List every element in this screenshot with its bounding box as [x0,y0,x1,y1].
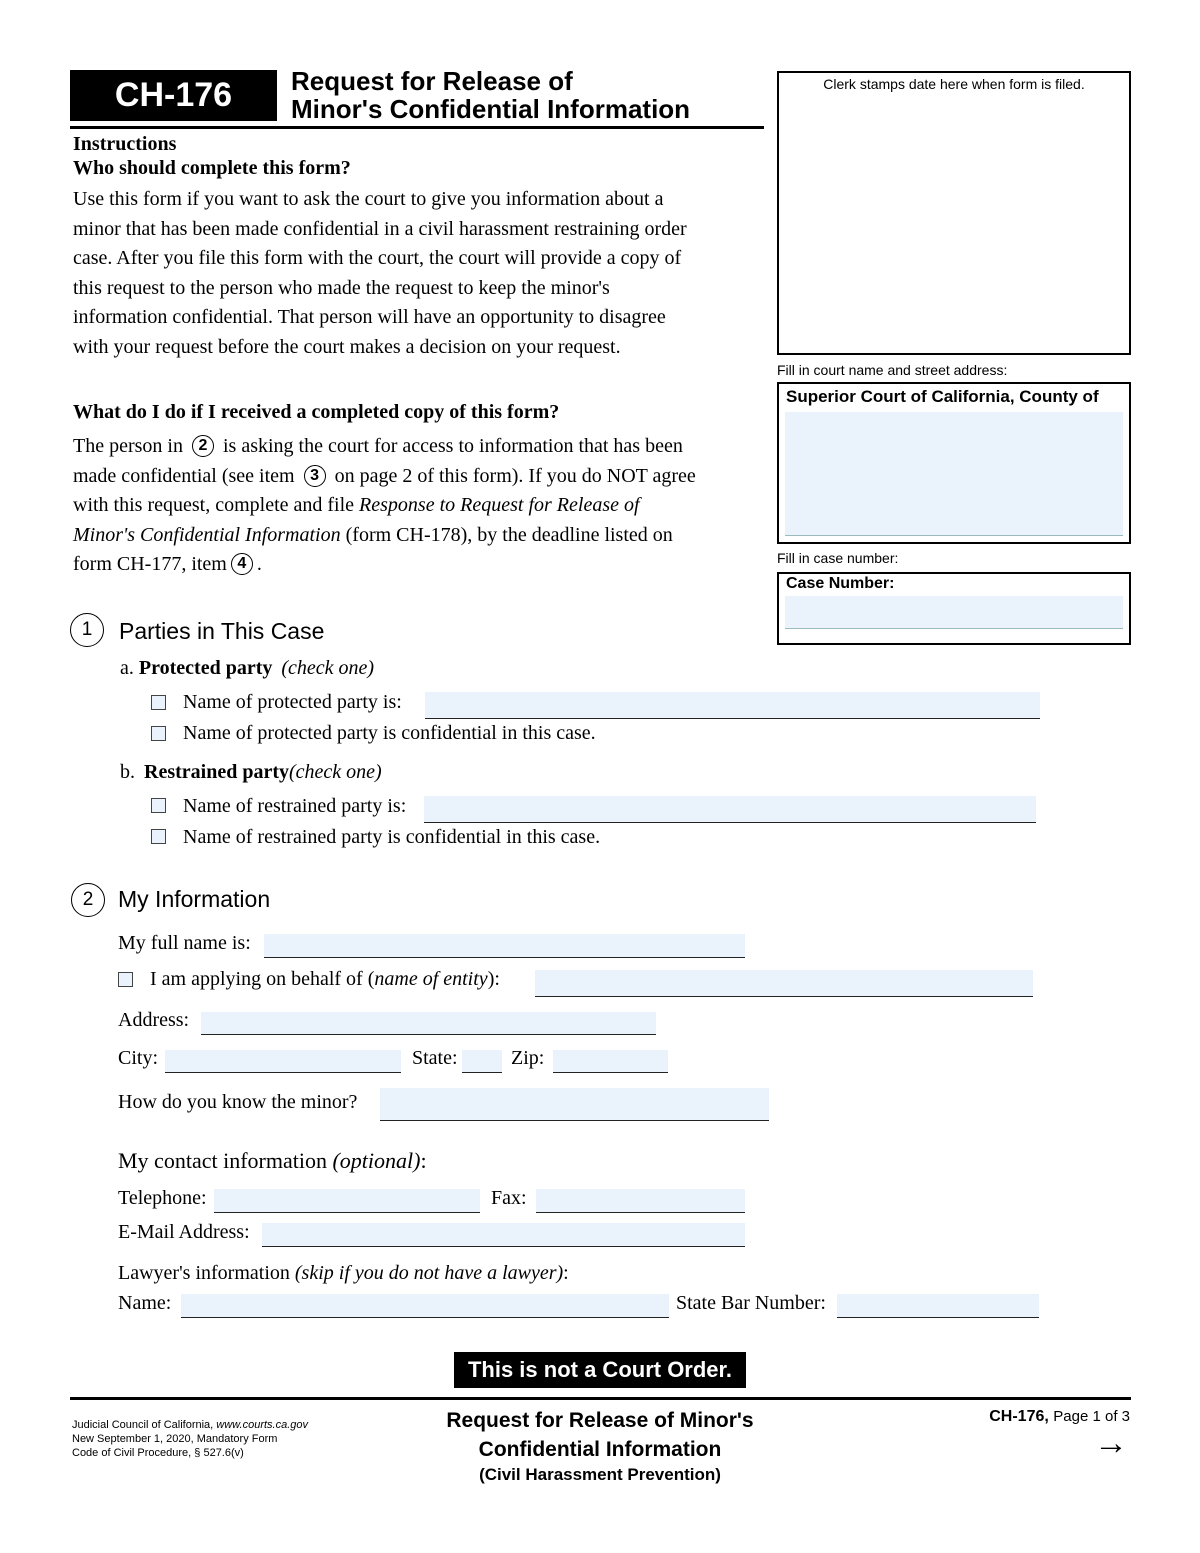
entity-name-input[interactable] [535,970,1033,996]
case-label: Fill in case number: [777,550,899,566]
contact-info-heading: My contact information (optional): [118,1148,427,1173]
lawyer-name-label: Name: [118,1292,172,1314]
instructions-heading: Instructions [73,133,177,155]
email-field[interactable] [262,1223,745,1247]
item-4-ref: 4 [231,553,253,575]
case-number-field[interactable] [785,596,1123,629]
case-number-box [777,572,1131,645]
state-bar-number-input[interactable] [837,1294,1039,1317]
protected-party-confidential-label: Name of protected party is confidential in this case. [183,722,596,744]
protected-party-name-label: Name of protected party is: [183,691,402,713]
city-label: City: [118,1047,159,1069]
section-2-title: My Information [118,886,271,912]
full-name-input[interactable] [264,934,745,957]
telephone-label: Telephone: [118,1187,207,1209]
footer-publisher: Judicial Council of California, www.courts.ca.gov New September 1, 2020, Mandatory Form Code of Civil Procedure, § 527.6(v) [72,1419,308,1459]
know-minor-input[interactable] [380,1088,769,1120]
state-field[interactable] [462,1050,502,1073]
question-received: What do I do if I received a completed copy of this form? [73,401,560,423]
know-minor-field[interactable] [380,1088,769,1121]
footer-rule [70,1397,1131,1400]
question-who: Who should complete this form? [73,157,351,179]
footer-title: Request for Release of Minor's Confidential Information (Civil Harassment Prevention) [446,1409,754,1484]
on-behalf-checkbox[interactable] [118,972,133,987]
state-bar-number-label: State Bar Number: [676,1292,826,1314]
not-court-order-banner: This is not a Court Order. [454,1352,746,1388]
know-minor-label: How do you know the minor? [118,1091,358,1113]
full-name-field[interactable] [264,934,745,958]
form-title: Request for Release of Minor's Confidential Information [291,66,691,124]
lawyer-name-input[interactable] [181,1294,669,1317]
next-page-arrow-icon: → [1094,1424,1128,1462]
item-2-ref: 2 [192,435,214,457]
lawyer-info-heading: Lawyer's information (skip if you do not have a lawyer): [118,1262,569,1284]
fax-label: Fax: [491,1187,527,1209]
section-2-number: 2 [71,883,105,917]
protected-party-confidential-checkbox[interactable] [151,726,166,741]
lawyer-name-field[interactable] [181,1294,669,1318]
state-bar-number-field[interactable] [837,1294,1039,1318]
telephone-input[interactable] [214,1189,480,1212]
clerk-stamp-label: Clerk stamps date here when form is filed. [823,76,1085,92]
restrained-party-name-field[interactable] [424,796,1036,823]
clerk-stamp-box [777,71,1131,355]
entity-name-field[interactable] [535,970,1033,997]
protected-party-name-checkbox[interactable] [151,695,166,710]
protected-party-heading: a. Protected party (check one) [120,657,375,679]
restrained-party-confidential-label: Name of restrained party is confidential in this case. [183,826,601,848]
court-prefix: Superior Court of California, County of [786,387,1099,406]
telephone-field[interactable] [214,1189,480,1213]
restrained-party-name-input[interactable] [424,796,1036,822]
restrained-party-name-checkbox[interactable] [151,798,166,813]
restrained-party-heading: b. Restrained party(check one) [120,761,382,783]
protected-party-name-input[interactable] [425,692,1040,718]
header-rule [70,126,764,129]
instructions-paragraph-1: Use this form if you want to ask the court to give you information about a minor that has been made confidential in a civil harassment restraining order case. After you file this form with the court, the court will provide a copy of this request to the person who made the request to keep the minor's information confidential. That person will have an opportunity to disagree with your request before the court makes a decision on your request. [73,188,687,358]
restrained-party-confidential-checkbox[interactable] [151,829,166,844]
restrained-party-name-label: Name of restrained party is: [183,795,407,817]
section-1-title: Parties in This Case [119,618,325,644]
city-field[interactable] [165,1050,401,1073]
address-input[interactable] [201,1012,656,1034]
state-input[interactable] [462,1050,502,1072]
form-code-badge [70,70,277,121]
email-input[interactable] [262,1223,745,1246]
item-3-ref: 3 [304,465,326,487]
state-label: State: [412,1047,458,1069]
zip-input[interactable] [553,1050,668,1072]
zip-label: Zip: [511,1047,545,1069]
fax-input[interactable] [536,1189,745,1212]
case-number-label: Case Number: [786,575,895,592]
email-label: E-Mail Address: [118,1221,250,1243]
court-address-field[interactable] [785,412,1123,536]
fax-field[interactable] [536,1189,745,1213]
on-behalf-label: I am applying on behalf of (name of entity): [150,968,500,990]
court-label: Fill in court name and street address: [777,362,1008,378]
footer-page-info: CH-176, Page 1 of 3 [989,1408,1130,1425]
instructions-paragraph-2: The person in 2 is asking the court for access to information that has been made confidential (see item 3 on page 2 of this form). If you do NOT agree with this request, complete and file Response to Request for Release of Minor's Confidential Information (form CH-178), by the deadline listed on form CH-177, item 4 . [73,435,696,575]
address-field[interactable] [201,1012,656,1035]
court-box [777,382,1131,544]
city-input[interactable] [165,1050,401,1072]
address-label: Address: [118,1009,190,1031]
full-name-label: My full name is: [118,932,251,954]
protected-party-name-field[interactable] [425,692,1040,719]
zip-field[interactable] [553,1050,668,1073]
section-1-number: 1 [70,613,104,647]
form-code: CH-176 [114,76,233,114]
